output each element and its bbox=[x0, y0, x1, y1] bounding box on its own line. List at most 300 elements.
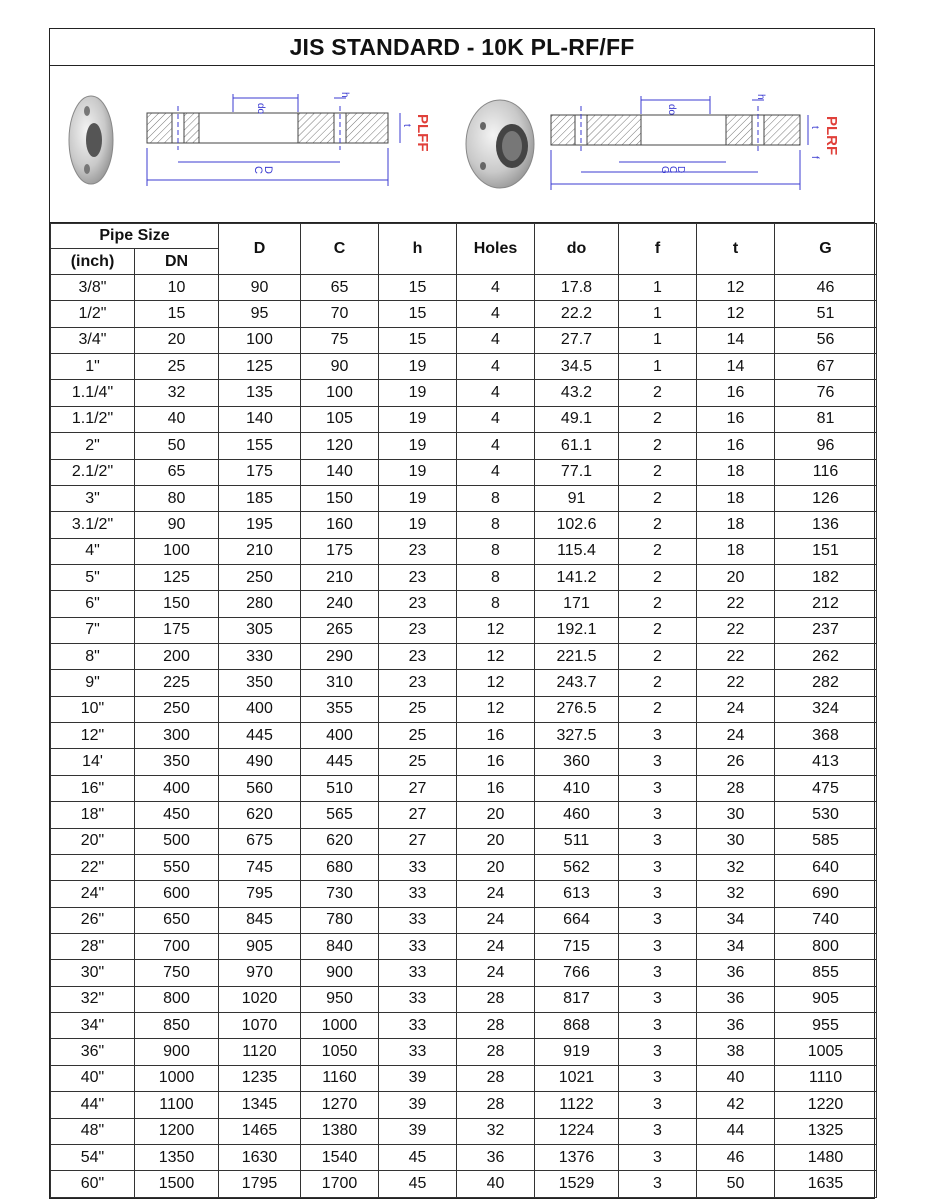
table-row bbox=[51, 327, 877, 353]
header-t: t bbox=[697, 224, 775, 275]
table-cell: 65 bbox=[301, 275, 379, 301]
table-cell: 28" bbox=[51, 933, 135, 959]
table-cell: 36" bbox=[51, 1039, 135, 1065]
table-cell: 22 bbox=[697, 670, 775, 696]
table-cell: 280 bbox=[219, 591, 301, 617]
table-cell: 3/4" bbox=[51, 327, 135, 353]
table-cell: 33 bbox=[379, 960, 457, 986]
table-cell: 511 bbox=[535, 828, 619, 854]
table-cell: 50 bbox=[135, 433, 219, 459]
table-cell: 243.7 bbox=[535, 670, 619, 696]
table-cell: 23 bbox=[379, 617, 457, 643]
table-cell: 76 bbox=[775, 380, 877, 406]
table-cell: 3 bbox=[619, 1039, 697, 1065]
table-cell: 50 bbox=[697, 1171, 775, 1197]
table-cell: 32" bbox=[51, 986, 135, 1012]
table-cell: 237 bbox=[775, 617, 877, 643]
table-cell: 27.7 bbox=[535, 327, 619, 353]
table-cell: 3 bbox=[619, 986, 697, 1012]
header-dn: DN bbox=[135, 249, 219, 275]
table-cell: 91 bbox=[535, 485, 619, 511]
label-c-rf: C bbox=[667, 166, 678, 174]
table-cell: 102.6 bbox=[535, 512, 619, 538]
table-cell: 613 bbox=[535, 881, 619, 907]
table-cell: 445 bbox=[301, 749, 379, 775]
table-cell: 1000 bbox=[301, 1013, 379, 1039]
table-cell: 490 bbox=[219, 749, 301, 775]
table-cell: 22 bbox=[697, 644, 775, 670]
table-cell: 3 bbox=[619, 933, 697, 959]
table-cell: 2" bbox=[51, 433, 135, 459]
table-cell: 2 bbox=[619, 564, 697, 590]
table-cell: 1" bbox=[51, 354, 135, 380]
table-cell: 32 bbox=[697, 854, 775, 880]
table-cell: 18" bbox=[51, 802, 135, 828]
table-cell: 905 bbox=[775, 986, 877, 1012]
table-row bbox=[51, 1065, 877, 1091]
header-f: f bbox=[619, 224, 697, 275]
table-cell: 140 bbox=[219, 406, 301, 432]
table-cell: 1700 bbox=[301, 1171, 379, 1197]
table-cell: 730 bbox=[301, 881, 379, 907]
table-cell: 46 bbox=[697, 1144, 775, 1170]
table-cell: 30" bbox=[51, 960, 135, 986]
table-row bbox=[51, 854, 877, 880]
table-cell: 355 bbox=[301, 696, 379, 722]
table-row bbox=[51, 485, 877, 511]
label-c: C bbox=[252, 166, 264, 174]
table-cell: 675 bbox=[219, 828, 301, 854]
table-cell: 310 bbox=[301, 670, 379, 696]
table-cell: 25 bbox=[379, 723, 457, 749]
table-cell: 175 bbox=[301, 538, 379, 564]
header-inch: (inch) bbox=[51, 249, 135, 275]
table-cell: 25 bbox=[135, 354, 219, 380]
table-cell: 120 bbox=[301, 433, 379, 459]
table-row bbox=[51, 564, 877, 590]
table-cell: 34" bbox=[51, 1013, 135, 1039]
table-cell: 43.2 bbox=[535, 380, 619, 406]
table-cell: 60" bbox=[51, 1171, 135, 1197]
table-cell: 65 bbox=[135, 459, 219, 485]
table-cell: 171 bbox=[535, 591, 619, 617]
table-cell: 19 bbox=[379, 512, 457, 538]
table-cell: 475 bbox=[775, 775, 877, 801]
table-cell: 305 bbox=[219, 617, 301, 643]
table-cell: 24 bbox=[697, 696, 775, 722]
table-cell: 950 bbox=[301, 986, 379, 1012]
table-cell: 795 bbox=[219, 881, 301, 907]
table-cell: 34.5 bbox=[535, 354, 619, 380]
table-cell: 1070 bbox=[219, 1013, 301, 1039]
label-d-rf: D bbox=[675, 166, 686, 174]
header-D: D bbox=[219, 224, 301, 275]
table-cell: 780 bbox=[301, 907, 379, 933]
flange-section-ff bbox=[147, 92, 431, 186]
table-cell: 22 bbox=[697, 591, 775, 617]
table-cell: 95 bbox=[219, 301, 301, 327]
table-cell: 12" bbox=[51, 723, 135, 749]
table-cell: 3 bbox=[619, 1171, 697, 1197]
table-cell: 36 bbox=[697, 1013, 775, 1039]
table-cell: 44 bbox=[697, 1118, 775, 1144]
table-cell: 40 bbox=[135, 406, 219, 432]
table-cell: 36 bbox=[697, 960, 775, 986]
table-cell: 3 bbox=[619, 1118, 697, 1144]
table-cell: 15 bbox=[379, 327, 457, 353]
dimension-table bbox=[50, 223, 877, 1198]
table-cell: 182 bbox=[775, 564, 877, 590]
table-cell: 25 bbox=[379, 696, 457, 722]
table-cell: 23 bbox=[379, 538, 457, 564]
table-cell: 1 bbox=[619, 275, 697, 301]
label-plff: PLFF bbox=[414, 114, 431, 152]
table-cell: 200 bbox=[135, 644, 219, 670]
header-do: do bbox=[535, 224, 619, 275]
table-cell: 22.2 bbox=[535, 301, 619, 327]
table-cell: 16 bbox=[457, 775, 535, 801]
table-cell: 20 bbox=[457, 854, 535, 880]
table-cell: 28 bbox=[457, 1013, 535, 1039]
table-cell: 15 bbox=[135, 301, 219, 327]
table-cell: 100 bbox=[301, 380, 379, 406]
table-cell: 368 bbox=[775, 723, 877, 749]
table-cell: 3 bbox=[619, 881, 697, 907]
table-cell: 840 bbox=[301, 933, 379, 959]
label-t-rf: t bbox=[809, 126, 820, 129]
table-cell: 20" bbox=[51, 828, 135, 854]
table-cell: 4 bbox=[457, 406, 535, 432]
table-cell: 3 bbox=[619, 1065, 697, 1091]
table-cell: 700 bbox=[135, 933, 219, 959]
table-cell: 19 bbox=[379, 433, 457, 459]
table-row bbox=[51, 617, 877, 643]
table-cell: 3 bbox=[619, 775, 697, 801]
table-cell: 33 bbox=[379, 1013, 457, 1039]
table-cell: 38 bbox=[697, 1039, 775, 1065]
table-cell: 4" bbox=[51, 538, 135, 564]
table-cell: 2 bbox=[619, 538, 697, 564]
table-cell: 265 bbox=[301, 617, 379, 643]
label-do: do bbox=[255, 103, 266, 115]
table-cell: 14' bbox=[51, 749, 135, 775]
table-cell: 1050 bbox=[301, 1039, 379, 1065]
table-cell: 850 bbox=[135, 1013, 219, 1039]
table-cell: 27 bbox=[379, 775, 457, 801]
table-cell: 250 bbox=[219, 564, 301, 590]
table-cell: 1376 bbox=[535, 1144, 619, 1170]
table-cell: 350 bbox=[135, 749, 219, 775]
table-cell: 28 bbox=[457, 986, 535, 1012]
table-cell: 36 bbox=[457, 1144, 535, 1170]
table-cell: 56 bbox=[775, 327, 877, 353]
table-cell: 23 bbox=[379, 644, 457, 670]
table-cell: 192.1 bbox=[535, 617, 619, 643]
table-cell: 560 bbox=[219, 775, 301, 801]
table-cell: 45 bbox=[379, 1144, 457, 1170]
table-row bbox=[51, 670, 877, 696]
table-row bbox=[51, 1144, 877, 1170]
table-cell: 16 bbox=[697, 380, 775, 406]
table-cell: 15 bbox=[379, 275, 457, 301]
table-cell: 1 bbox=[619, 354, 697, 380]
table-cell: 620 bbox=[301, 828, 379, 854]
table-cell: 3/8" bbox=[51, 275, 135, 301]
table-cell: 20 bbox=[697, 564, 775, 590]
table-cell: 2 bbox=[619, 380, 697, 406]
table-cell: 40 bbox=[697, 1065, 775, 1091]
table-cell: 40" bbox=[51, 1065, 135, 1091]
table-cell: 1.1/4" bbox=[51, 380, 135, 406]
header-holes: Holes bbox=[457, 224, 535, 275]
table-cell: 96 bbox=[775, 433, 877, 459]
table-cell: 125 bbox=[219, 354, 301, 380]
table-cell: 8 bbox=[457, 485, 535, 511]
table-row bbox=[51, 512, 877, 538]
table-row bbox=[51, 591, 877, 617]
table-cell: 32 bbox=[135, 380, 219, 406]
table-row bbox=[51, 406, 877, 432]
table-cell: 14 bbox=[697, 327, 775, 353]
table-cell: 350 bbox=[219, 670, 301, 696]
table-cell: 12 bbox=[697, 301, 775, 327]
table-cell: 4 bbox=[457, 354, 535, 380]
table-cell: 30 bbox=[697, 802, 775, 828]
table-cell: 1270 bbox=[301, 1092, 379, 1118]
table-cell: 34 bbox=[697, 907, 775, 933]
table-cell: 1795 bbox=[219, 1171, 301, 1197]
table-cell: 175 bbox=[135, 617, 219, 643]
table-cell: 15 bbox=[379, 301, 457, 327]
table-cell: 868 bbox=[535, 1013, 619, 1039]
table-cell: 800 bbox=[775, 933, 877, 959]
table-row bbox=[51, 775, 877, 801]
table-cell: 46 bbox=[775, 275, 877, 301]
table-cell: 19 bbox=[379, 485, 457, 511]
table-cell: 22 bbox=[697, 617, 775, 643]
table-cell: 2 bbox=[619, 485, 697, 511]
table-row bbox=[51, 433, 877, 459]
table-cell: 9" bbox=[51, 670, 135, 696]
table-cell: 1160 bbox=[301, 1065, 379, 1091]
table-cell: 3 bbox=[619, 1013, 697, 1039]
table-cell: 14 bbox=[697, 354, 775, 380]
table-cell: 460 bbox=[535, 802, 619, 828]
table-cell: 4 bbox=[457, 380, 535, 406]
header-G: G bbox=[775, 224, 877, 275]
table-cell: 565 bbox=[301, 802, 379, 828]
table-cell: 919 bbox=[535, 1039, 619, 1065]
table-cell: 23 bbox=[379, 564, 457, 590]
table-cell: 740 bbox=[775, 907, 877, 933]
table-cell: 23 bbox=[379, 591, 457, 617]
table-cell: 10" bbox=[51, 696, 135, 722]
label-h-rf: h bbox=[755, 94, 766, 100]
table-cell: 640 bbox=[775, 854, 877, 880]
table-cell: 150 bbox=[135, 591, 219, 617]
table-cell: 26 bbox=[697, 749, 775, 775]
table-cell: 413 bbox=[775, 749, 877, 775]
table-cell: 20 bbox=[457, 828, 535, 854]
table-row bbox=[51, 1171, 877, 1197]
table-cell: 19 bbox=[379, 406, 457, 432]
table-cell: 70 bbox=[301, 301, 379, 327]
table-cell: 20 bbox=[457, 802, 535, 828]
table-cell: 4 bbox=[457, 327, 535, 353]
table-cell: 1224 bbox=[535, 1118, 619, 1144]
table-cell: 81 bbox=[775, 406, 877, 432]
table-cell: 8 bbox=[457, 538, 535, 564]
table-cell: 33 bbox=[379, 1039, 457, 1065]
table-cell: 680 bbox=[301, 854, 379, 880]
table-cell: 45 bbox=[379, 1171, 457, 1197]
table-cell: 300 bbox=[135, 723, 219, 749]
table-cell: 410 bbox=[535, 775, 619, 801]
table-cell: 3 bbox=[619, 907, 697, 933]
table-cell: 90 bbox=[301, 354, 379, 380]
table-row bbox=[51, 538, 877, 564]
table-cell: 360 bbox=[535, 749, 619, 775]
table-cell: 4 bbox=[457, 459, 535, 485]
label-g-rf: G bbox=[659, 166, 670, 174]
table-cell: 16 bbox=[457, 749, 535, 775]
header-h: h bbox=[379, 224, 457, 275]
table-cell: 19 bbox=[379, 354, 457, 380]
table-cell: 30 bbox=[697, 828, 775, 854]
table-cell: 54" bbox=[51, 1144, 135, 1170]
table-cell: 33 bbox=[379, 933, 457, 959]
table-cell: 27 bbox=[379, 828, 457, 854]
table-cell: 49.1 bbox=[535, 406, 619, 432]
table-cell: 22" bbox=[51, 854, 135, 880]
header-pipe-size: Pipe Size bbox=[51, 224, 219, 249]
table-cell: 3 bbox=[619, 723, 697, 749]
table-cell: 39 bbox=[379, 1092, 457, 1118]
table-cell: 3 bbox=[619, 854, 697, 880]
label-d: D bbox=[262, 166, 274, 174]
table-cell: 530 bbox=[775, 802, 877, 828]
table-cell: 24 bbox=[697, 723, 775, 749]
table-row bbox=[51, 802, 877, 828]
table-row bbox=[51, 380, 877, 406]
table-cell: 900 bbox=[135, 1039, 219, 1065]
table-cell: 400 bbox=[301, 723, 379, 749]
table-cell: 970 bbox=[219, 960, 301, 986]
table-cell: 900 bbox=[301, 960, 379, 986]
table-cell: 2 bbox=[619, 617, 697, 643]
table-row bbox=[51, 275, 877, 301]
table-cell: 39 bbox=[379, 1065, 457, 1091]
table-cell: 18 bbox=[697, 512, 775, 538]
table-cell: 1005 bbox=[775, 1039, 877, 1065]
table-cell: 1100 bbox=[135, 1092, 219, 1118]
table-cell: 1220 bbox=[775, 1092, 877, 1118]
table-cell: 210 bbox=[219, 538, 301, 564]
table-cell: 26" bbox=[51, 907, 135, 933]
table-cell: 250 bbox=[135, 696, 219, 722]
table-cell: 105 bbox=[301, 406, 379, 432]
table-cell: 2 bbox=[619, 696, 697, 722]
table-cell: 28 bbox=[457, 1065, 535, 1091]
table-cell: 27 bbox=[379, 802, 457, 828]
table-cell: 12 bbox=[457, 670, 535, 696]
table-cell: 18 bbox=[697, 538, 775, 564]
table-cell: 212 bbox=[775, 591, 877, 617]
table-cell: 4 bbox=[457, 433, 535, 459]
label-f-rf: f bbox=[809, 156, 820, 159]
table-cell: 620 bbox=[219, 802, 301, 828]
table-cell: 2 bbox=[619, 591, 697, 617]
table-cell: 1345 bbox=[219, 1092, 301, 1118]
table-cell: 116 bbox=[775, 459, 877, 485]
table-cell: 7" bbox=[51, 617, 135, 643]
table-cell: 136 bbox=[775, 512, 877, 538]
table-cell: 155 bbox=[219, 433, 301, 459]
table-cell: 3 bbox=[619, 1092, 697, 1118]
table-cell: 510 bbox=[301, 775, 379, 801]
table-cell: 126 bbox=[775, 485, 877, 511]
table-cell: 42 bbox=[697, 1092, 775, 1118]
table-cell: 28 bbox=[457, 1092, 535, 1118]
table-cell: 20 bbox=[135, 327, 219, 353]
table-cell: 33 bbox=[379, 986, 457, 1012]
table-cell: 18 bbox=[697, 485, 775, 511]
table-cell: 562 bbox=[535, 854, 619, 880]
table-cell: 1380 bbox=[301, 1118, 379, 1144]
table-cell: 664 bbox=[535, 907, 619, 933]
table-cell: 1 bbox=[619, 301, 697, 327]
table-cell: 44" bbox=[51, 1092, 135, 1118]
table-cell: 2 bbox=[619, 406, 697, 432]
table-cell: 3 bbox=[619, 960, 697, 986]
table-cell: 12 bbox=[697, 275, 775, 301]
table-cell: 1020 bbox=[219, 986, 301, 1012]
flange-section-rf bbox=[551, 94, 840, 190]
table-cell: 24 bbox=[457, 907, 535, 933]
table-cell: 100 bbox=[219, 327, 301, 353]
table-cell: 16 bbox=[697, 406, 775, 432]
table-cell: 1/2" bbox=[51, 301, 135, 327]
table-cell: 151 bbox=[775, 538, 877, 564]
table-cell: 28 bbox=[457, 1039, 535, 1065]
table-cell: 210 bbox=[301, 564, 379, 590]
table-cell: 1120 bbox=[219, 1039, 301, 1065]
table-cell: 1 bbox=[619, 327, 697, 353]
table-cell: 324 bbox=[775, 696, 877, 722]
table-cell: 141.2 bbox=[535, 564, 619, 590]
table-cell: 1465 bbox=[219, 1118, 301, 1144]
table-cell: 750 bbox=[135, 960, 219, 986]
table-cell: 1500 bbox=[135, 1171, 219, 1197]
table-cell: 28 bbox=[697, 775, 775, 801]
table-cell: 67 bbox=[775, 354, 877, 380]
label-t: t bbox=[401, 124, 412, 127]
table-cell: 330 bbox=[219, 644, 301, 670]
table-cell: 1635 bbox=[775, 1171, 877, 1197]
table-cell: 955 bbox=[775, 1013, 877, 1039]
table-cell: 2 bbox=[619, 644, 697, 670]
table-cell: 160 bbox=[301, 512, 379, 538]
table-cell: 10 bbox=[135, 275, 219, 301]
table-cell: 3 bbox=[619, 749, 697, 775]
table-cell: 240 bbox=[301, 591, 379, 617]
table-cell: 1325 bbox=[775, 1118, 877, 1144]
table-cell: 24" bbox=[51, 881, 135, 907]
table-cell: 77.1 bbox=[535, 459, 619, 485]
table-cell: 16 bbox=[457, 723, 535, 749]
table-cell: 766 bbox=[535, 960, 619, 986]
table-cell: 24 bbox=[457, 933, 535, 959]
